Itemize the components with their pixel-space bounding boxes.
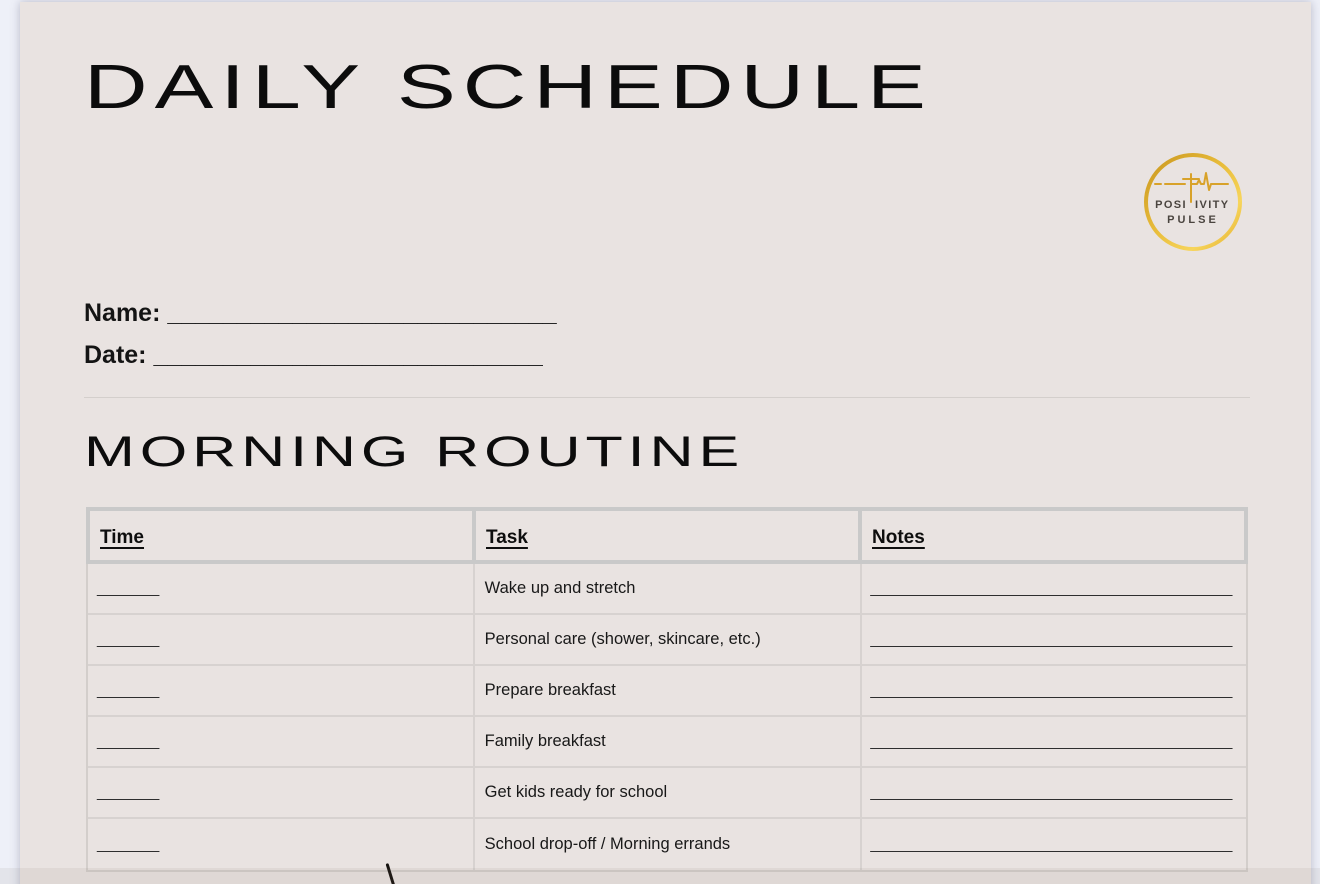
viewport-bottom-shade (0, 868, 1320, 884)
logo-text-bottom: PULSE (1167, 214, 1219, 226)
time-cell[interactable]: _______ (88, 564, 475, 613)
name-field-row (84, 292, 557, 334)
positivity-pulse-logo (1141, 148, 1245, 256)
notes-cell[interactable]: __________________________________________ (870, 732, 1233, 750)
section-title: MORNING ROUTINE (84, 428, 745, 476)
pulse-line-icon (1155, 173, 1228, 202)
logo-text-left: POSI (1155, 199, 1187, 211)
morning-routine-table (86, 507, 1248, 872)
task-cell: School drop-off / Morning errands (475, 819, 863, 870)
notes-cell[interactable]: __________________________________________ (870, 681, 1233, 699)
date-fill-line[interactable]: ____________________________ (153, 341, 543, 369)
task-cell: Prepare breakfast (475, 666, 863, 715)
notes-cell[interactable]: __________________________________________ (870, 579, 1233, 597)
page-title: DAILY SCHEDULE (84, 53, 933, 122)
time-cell[interactable]: _______ (88, 768, 475, 817)
date-field-row (84, 334, 557, 376)
task-cell: Family breakfast (475, 717, 863, 766)
logo-text-right: IVITY (1195, 199, 1230, 211)
name-fill-line[interactable]: ____________________________ (167, 299, 557, 327)
name-label: Name: (84, 299, 161, 327)
table-row (88, 564, 1246, 615)
column-header-notes: Notes (872, 527, 925, 548)
table-row (88, 819, 1246, 870)
time-cell[interactable]: _______ (88, 615, 475, 664)
table-body (86, 564, 1248, 872)
notes-cell[interactable]: __________________________________________ (870, 783, 1233, 801)
document-page (20, 2, 1311, 884)
table-row (88, 768, 1246, 819)
task-cell: Get kids ready for school (475, 768, 863, 817)
header-fields (84, 292, 557, 376)
table-row (88, 666, 1246, 717)
time-cell[interactable]: _______ (88, 819, 475, 870)
task-cell: Personal care (shower, skincare, etc.) (475, 615, 863, 664)
time-cell[interactable]: _______ (88, 717, 475, 766)
table-row (88, 615, 1246, 666)
table-header-row (86, 507, 1248, 564)
time-cell[interactable]: _______ (88, 666, 475, 715)
date-label: Date: (84, 341, 147, 369)
notes-cell[interactable]: __________________________________________ (870, 835, 1233, 853)
column-header-task: Task (476, 511, 862, 560)
notes-cell[interactable]: __________________________________________ (870, 630, 1233, 648)
task-cell: Wake up and stretch (475, 564, 863, 613)
section-divider (84, 397, 1250, 398)
logo-graphic (1141, 148, 1245, 256)
table-row (88, 717, 1246, 768)
column-header-time: Time (90, 511, 476, 560)
